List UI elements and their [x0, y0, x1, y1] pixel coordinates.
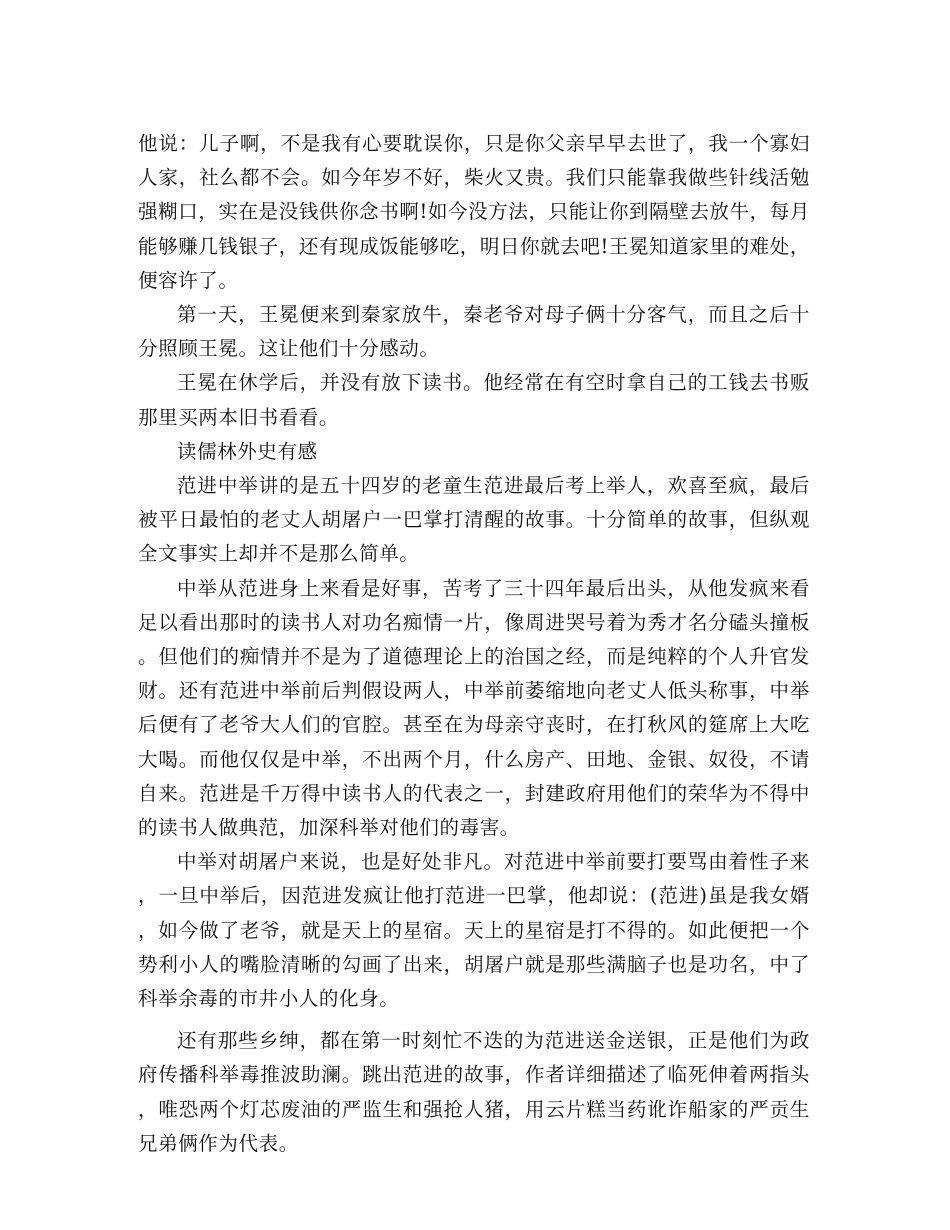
paragraph-mother-speech: 他说：儿子啊，不是我有心要耽误你，只是你父亲早早去世了，我一个寡妇人家，社么都不会。如今年岁不好，柴火又贵。我们只能靠我做些针线活勉强糊口，实在是没钱供你念书啊!如今没方法，只能让你到隔壁去放牛，每月能够赚几钱银子，还有现成饭能够吃，明日你就去吧!王冕知道家里的难处，便容许了。 [138, 132, 810, 292]
document-body [138, 127, 810, 1161]
paragraph-first-day: 第一天，王冕便来到秦家放牛，秦老爷对母子俩十分客气，而且之后十分照顾王冕。这让他们十分感动。 [138, 303, 810, 361]
paragraph-hu-butcher: 中举对胡屠户来说，也是好处非凡。对范进中举前要打要骂由着性子来，一旦中举后，因范进发疯让他打范进一巴掌，他却说：(范进)虽是我女婿，如今做了老爷，就是天上的星宿。天上的星宿是打不得的。如此便把一个势利小人的嘴脸清晰的勾画了出来，胡屠户就是那些满脑子也是功名，中了科举余毒的市井小人的化身。 [138, 850, 810, 1011]
paragraph-fan-jin-intro: 范进中举讲的是五十四岁的老童生范进最后考上举人，欢喜至疯，最后被平日最怕的老丈人胡屠户一巴掌打清醒的故事。十分简单的故事，但纵观全文事实上却并不是那么简单。 [138, 474, 810, 566]
section-heading: 读儒林外史有感 [177, 439, 318, 463]
paragraph-gentry: 还有那些乡绅，都在第一时刻忙不迭的为范进送金送银，正是他们为政府传播科举毒推波助澜。跳出范进的故事，作者详细描述了临死伸着两指头，唯恐两个灯芯废油的严监生和强抢人猪，用云片糕当药讹诈船家的严贡生兄弟俩作为代表。 [138, 1029, 810, 1155]
paragraph-reading-after-school: 王冕在休学后，并没有放下读书。他经常在有空时拿自己的工钱去书贩那里买两本旧书看看。 [138, 371, 810, 429]
paragraph-fan-jin-analysis: 中举从范进身上来看是好事，苦考了三十四年最后出头，从他发疯来看足以看出那时的读书人对功名痴情一片，像周进哭号着为秀才名分磕头撞板。但他们的痴情并不是为了道德理论上的治国之经，而是纯粹的个人升官发财。还有范进中举前后判假设两人，中举前萎缩地向老丈人低头称事，中举后便有了老爷大人们的官腔。甚至在为母亲守丧时，在打秋风的筵席上大吃大喝。而他仅仅是中举，不出两个月，什么房产、田地、金银、奴役，不请自来。范进是千万得中读书人的代表之一，封建政府用他们的荣华为不得中的读书人做典范，加深科举对他们的毒害。 [138, 576, 810, 840]
